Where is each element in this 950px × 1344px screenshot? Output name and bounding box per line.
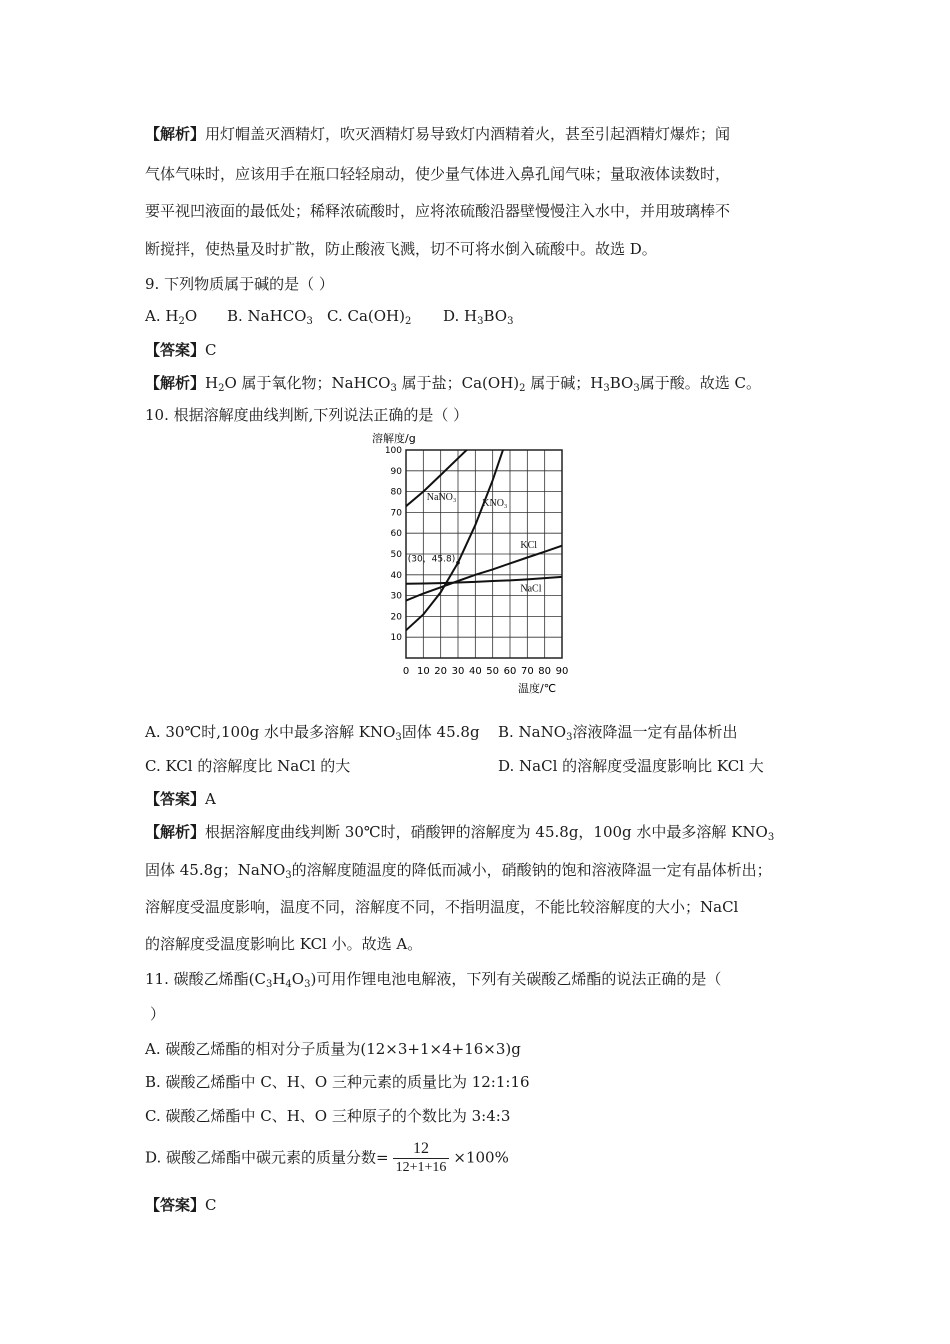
analysis-line: 断搅拌，使热量及时扩散，防止酸液飞溅，切不可将水倒入硫酸中。故选 D。 (145, 240, 657, 258)
series-label-NaNO3: NaNO₃ (426, 491, 457, 503)
y-tick-label: 100 (384, 446, 402, 456)
q9-option-a: A. $H_2O$ (145, 307, 198, 327)
q9-answer: 【答案】C (145, 341, 217, 359)
analysis-line: 要平视凹液面的最低处；稀释浓硫酸时，应将浓硫酸沿器壁慢慢注入水中，并用玻璃棒不 (145, 202, 731, 220)
q11-option-d: D. 碳酸乙烯酯中碳元素的质量分数= $\frac{12}{12+1+16}$ ×100% (145, 1140, 509, 1175)
series-label-NaCl: NaCl (520, 583, 542, 595)
q10-option-b: B. NaNO$_3$溶液降温一定有晶体析出 (498, 723, 738, 743)
x-tick-label: 80 (538, 666, 552, 677)
q9-option-d: D. $H_3BO_3$ (443, 307, 514, 327)
x-tick-label: 90 (555, 666, 569, 677)
q10-analysis-line: 溶解度受温度影响，温度不同，溶解度不同，不指明温度，不能比较溶解度的大小；NaCl (145, 898, 739, 916)
x-tick-label: 50 (486, 666, 500, 677)
y-tick-label: 30 (390, 591, 402, 602)
analysis-line: 气体气味时，应该用手在瓶口轻轻扇动，使少量气体进入鼻孔闻气味；量取液体读数时， (145, 165, 731, 183)
annotation-point (456, 561, 460, 565)
analysis-tag: 【解析】 (145, 125, 206, 143)
solubility-chart (368, 430, 588, 698)
q9-analysis: 【解析】$H_2O$ 属于氧化物；NaHCO$_3$ 属于盐；$Ca(OH)_2$ 属于碱；$H_3BO_3$属于酸。故选 C。 (145, 374, 761, 394)
q9-option-c: C. $Ca(OH)_2$ (327, 307, 412, 327)
q10-option-d: D. NaCl 的溶解度受温度影响比 KCl 大 (498, 757, 764, 775)
q10-answer: 【答案】A (145, 790, 216, 808)
question-9-stem: 9. 下列物质属于碱的是（ ） (145, 275, 334, 293)
chart-series (406, 430, 562, 630)
question-10-stem: 10. 根据溶解度曲线判断,下列说法正确的是（ ） (145, 406, 469, 424)
question-11-stem: 11. 碳酸乙烯酯$(C_3H_4O_3)$可用作锂电池电解液，下列有关碳酸乙烯酯的说法正确的是（ (145, 970, 722, 990)
y-tick-label: 50 (390, 550, 402, 560)
x-tick-label: 60 (503, 666, 517, 677)
y-tick-label: 70 (390, 508, 402, 519)
question-11-stem-close: ） (150, 1005, 166, 1023)
x-tick-label: 20 (434, 666, 448, 677)
mass-fraction-formula: $\frac{12}{12+1+16}$ (393, 1140, 450, 1177)
y-tick-label: 60 (390, 529, 402, 540)
series-label-KNO3: KNO₃ (482, 498, 508, 510)
x-tick-label: 0 (402, 666, 410, 677)
y-tick-label: 20 (390, 612, 402, 623)
chart-x-axis-label: 温度/℃ (518, 682, 557, 695)
x-tick-label: 40 (468, 666, 482, 677)
chart-y-axis-label: 溶解度/g (372, 432, 416, 445)
q10-analysis-line: 【解析】根据溶解度曲线判断 30℃时，硝酸钾的溶解度为 45.8g，100g 水中最多溶解 $KNO_3$ (145, 823, 775, 843)
q9-option-b: B. NaHCO$_3$ (227, 307, 313, 327)
y-tick-label: 10 (390, 633, 402, 644)
y-tick-label: 40 (390, 570, 402, 581)
y-tick-label: 90 (390, 466, 402, 477)
q11-option-b: B. 碳酸乙烯酯中 C、H、O 三种元素的质量比为 12:1:16 (145, 1073, 530, 1091)
q10-analysis-line: 固体 45.8g；NaNO$_3$的溶解度随温度的降低而减小，硝酸钠的饱和溶液降温一定有晶体析出； (145, 861, 772, 881)
q10-option-a: A. 30℃时,100g 水中最多溶解 $KNO_3$固体 45.8g (145, 723, 480, 743)
x-tick-label: 30 (451, 666, 465, 677)
x-tick-label: 10 (416, 666, 430, 677)
analysis-line: 【解析】用灯帽盖灭酒精灯，吹灭酒精灯易导致灯内酒精着火，甚至引起酒精灯爆炸；闻 (145, 125, 731, 143)
q11-answer: 【答案】C (145, 1196, 217, 1214)
series-label-KCl: KCl (520, 539, 538, 551)
x-tick-label: 70 (520, 666, 534, 677)
annotation-label: (30，45.8) (407, 554, 456, 565)
q10-option-c: C. KCl 的溶解度比 NaCl 的大 (145, 757, 351, 775)
q11-option-c: C. 碳酸乙烯酯中 C、H、O 三种原子的个数比为 3:4:3 (145, 1107, 511, 1125)
y-tick-label: 80 (390, 487, 402, 498)
q11-option-a: A. 碳酸乙烯酯的相对分子质量为(12×3+1×4+16×3)g (145, 1040, 521, 1058)
q10-analysis-line: 的溶解度受温度影响比 KCl 小。故选 A。 (145, 935, 423, 953)
